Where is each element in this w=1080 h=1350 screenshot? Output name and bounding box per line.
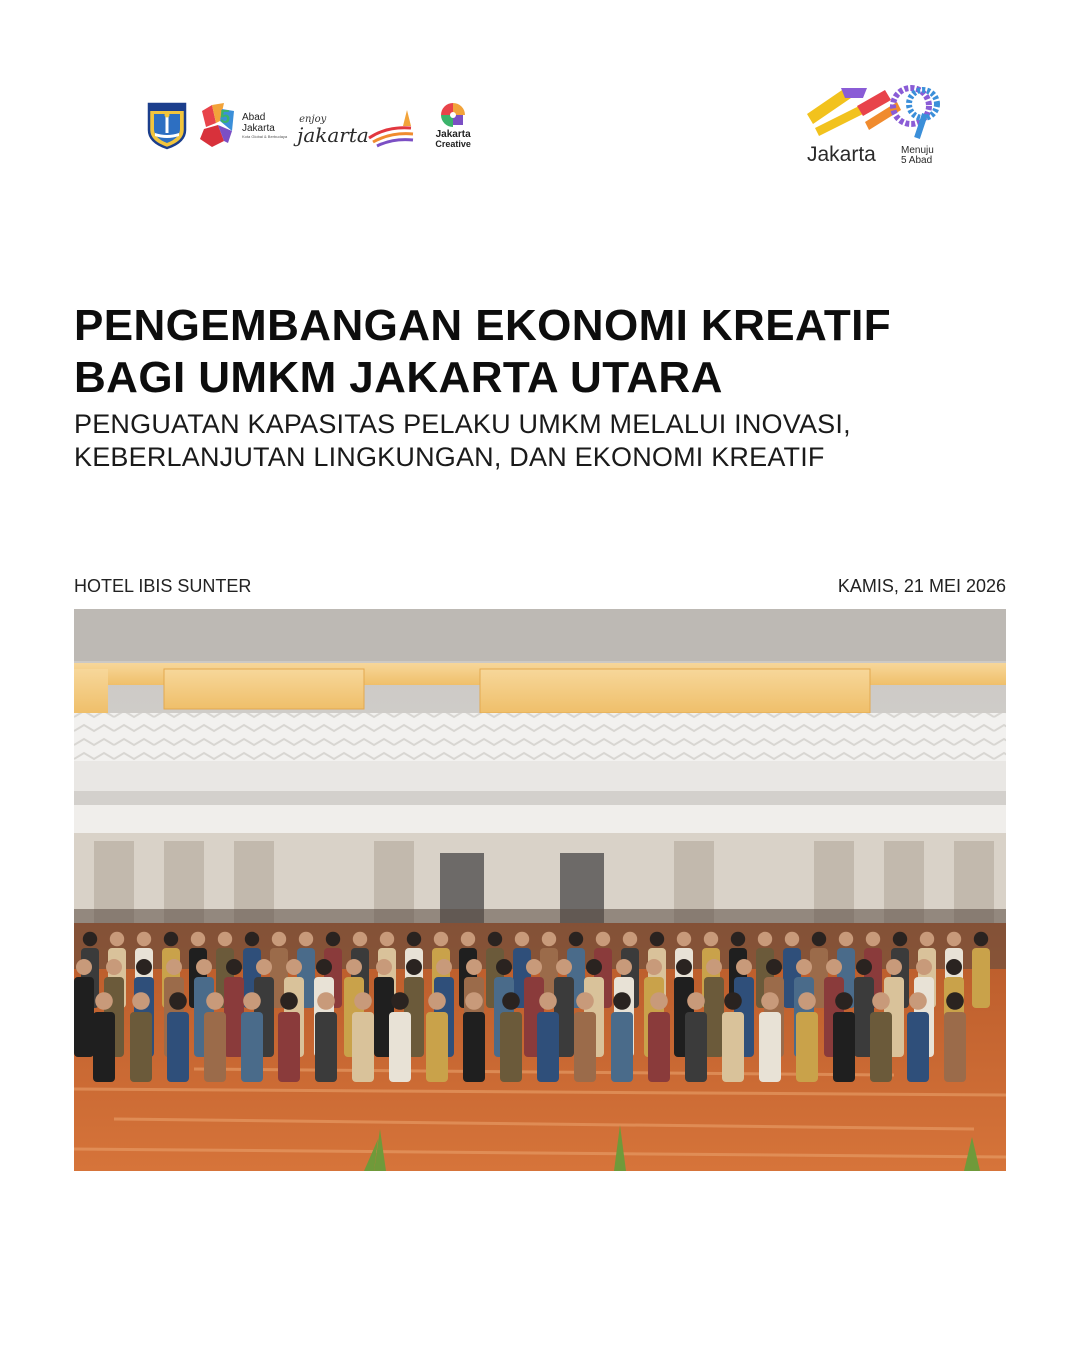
title-line-2: BAGI UMKM JAKARTA UTARA [74, 353, 723, 402]
crowd-person-head [946, 959, 962, 975]
crowd-person-head [616, 959, 632, 975]
crowd-person-body [167, 1012, 189, 1082]
crowd-person-head [650, 932, 664, 946]
jakarta-script-text: jakarta [297, 123, 369, 147]
crowd-person-body [426, 1012, 448, 1082]
page-title [74, 300, 1014, 404]
crowd-person-body [537, 1012, 559, 1082]
crowd-person-head [428, 992, 446, 1010]
crowd-person-body [130, 1012, 152, 1082]
crowd-person-body [574, 1012, 596, 1082]
crowd-person-body [352, 1012, 374, 1082]
anniversary-city: Jakarta [807, 143, 876, 166]
crowd-person-head [835, 992, 853, 1010]
title-line-1: PENGEMBANGAN EKONOMI KREATIF [74, 301, 892, 350]
enjoy-small-text: enjoy [299, 114, 327, 125]
crowd-person-head [761, 992, 779, 1010]
crowd-person-head [466, 959, 482, 975]
enjoy-swoosh-icon [367, 108, 417, 152]
crowd-person-head [886, 959, 902, 975]
crowd-person-body [204, 1012, 226, 1082]
crowd-person-head [380, 932, 394, 946]
crowd-person-head [909, 992, 927, 1010]
crowd-person-head [758, 932, 772, 946]
jakarta-creative-line2: Creative [435, 139, 471, 149]
crowd-person-head [539, 992, 557, 1010]
event-location: HOTEL IBIS SUNTER [74, 576, 252, 596]
crowd-person-body [870, 1012, 892, 1082]
crowd-person-head [596, 932, 610, 946]
crowd-person-head [646, 959, 662, 975]
crowd-person-head [526, 959, 542, 975]
crowd-person-head [83, 932, 97, 946]
crowd-person-head [326, 932, 340, 946]
abad-jakarta-label: Abad Jakarta [242, 111, 275, 134]
crowd-person-head [280, 992, 298, 1010]
jakarta-499-logo [805, 84, 945, 174]
crowd-person-head [243, 992, 261, 1010]
crowd-person-body [759, 1012, 781, 1082]
svg-text:5: 5 [220, 107, 231, 127]
group-photo-ballroom [74, 609, 1006, 1171]
crowd-person-head [866, 932, 880, 946]
crowd-person-head [164, 932, 178, 946]
crowd-person-head [488, 932, 502, 946]
crowd-person-head [796, 959, 812, 975]
crowd-person-head [677, 932, 691, 946]
abad-jakarta-5-icon [198, 101, 238, 149]
crowd-person-head [687, 992, 705, 1010]
crowd-person-body [648, 1012, 670, 1082]
crowd-person-head [650, 992, 668, 1010]
crowd-person-head [515, 932, 529, 946]
crowd-person-head [407, 932, 421, 946]
crowd-person-head [798, 992, 816, 1010]
crowd-person-head [974, 932, 988, 946]
crowd-person-head [872, 992, 890, 1010]
crowd-person-head [856, 959, 872, 975]
crowd-person-body [463, 1012, 485, 1082]
crowd-person-head [316, 959, 332, 975]
crowd-person-head [812, 932, 826, 946]
crowd-person-body [944, 1012, 966, 1082]
crowd-person-head [136, 959, 152, 975]
crowd-person-head [391, 992, 409, 1010]
crowd-person-head [166, 959, 182, 975]
crowd-person-head [245, 932, 259, 946]
crowd-person-head [406, 959, 422, 975]
crowd-person-body [611, 1012, 633, 1082]
crowd-person-head [676, 959, 692, 975]
crowd-person-head [736, 959, 752, 975]
crowd-person-head [95, 992, 113, 1010]
crowd-person-head [785, 932, 799, 946]
crowd-person-head [132, 992, 150, 1010]
crowd-person-head [436, 959, 452, 975]
crowd-person-head [920, 932, 934, 946]
crowd-person-head [946, 992, 964, 1010]
crowd-person-body [796, 1012, 818, 1082]
crowd-person-head [623, 932, 637, 946]
crowd-person-body [93, 1012, 115, 1082]
crowd-person-head [137, 932, 151, 946]
crowd-person-head [569, 932, 583, 946]
crowd-person-head [947, 932, 961, 946]
crowd-person-head [76, 959, 92, 975]
crowd-person-head [465, 992, 483, 1010]
crowd-person-head [272, 932, 286, 946]
crowd-person-head [706, 959, 722, 975]
crowd-person-body [241, 1012, 263, 1082]
crowd-person-head [916, 959, 932, 975]
crowd-person-body [278, 1012, 300, 1082]
crowd-person-head [434, 932, 448, 946]
crowd-person-head [226, 959, 242, 975]
crowd-person-head [256, 959, 272, 975]
crowd-person-head [613, 992, 631, 1010]
jakarta-creative-line1: Jakarta [435, 129, 471, 140]
crowd-person-head [354, 992, 372, 1010]
crowd-person-head [839, 932, 853, 946]
jakarta-crest-icon [146, 100, 188, 150]
anniversary-tagline: Menuju 5 Abad [901, 145, 934, 166]
crowd-person-head [346, 959, 362, 975]
crowd-person-head [542, 932, 556, 946]
crowd-person-body [315, 1012, 337, 1082]
crowd-person-head [556, 959, 572, 975]
crowd-person-head [286, 959, 302, 975]
subtitle-line-1: PENGUATAN KAPASITAS PELAKU UMKM MELALUI INOVASI, [74, 409, 851, 439]
crowd-person-head [724, 992, 742, 1010]
crowd-person-head [196, 959, 212, 975]
crowd-person-head [191, 932, 205, 946]
crowd-person-head [299, 932, 313, 946]
subtitle-line-2: KEBERLANJUTAN LINGKUNGAN, DAN EKONOMI KREATIF [74, 442, 825, 472]
crowd-person-head [218, 932, 232, 946]
abad-jakarta-tagline: Kota Global & Berbudaya [242, 133, 288, 139]
jakarta-creative-icon [437, 101, 469, 129]
partner-logos [146, 100, 479, 150]
crowd-person-head [461, 932, 475, 946]
crowd-person-body [389, 1012, 411, 1082]
crowd-person-body [74, 977, 94, 1057]
crowd-person-head [110, 932, 124, 946]
crowd-person-head [893, 932, 907, 946]
crowd-person-head [106, 959, 122, 975]
crowd-person-head [496, 959, 512, 975]
crowd-person-head [317, 992, 335, 1010]
crowd-person-head [704, 932, 718, 946]
crowd-person-body [722, 1012, 744, 1082]
crowd-person-head [766, 959, 782, 975]
crowd-person-body [685, 1012, 707, 1082]
jakarta-creative-logo [427, 101, 479, 149]
crowd-person-head [586, 959, 602, 975]
crowd-person-body [972, 948, 990, 1008]
crowd-person-body [500, 1012, 522, 1082]
crowd-person-head [169, 992, 187, 1010]
crowd-person-body [833, 1012, 855, 1082]
crowd-person-body [907, 1012, 929, 1082]
jakarta-499-icon [805, 84, 945, 144]
crowd-person-head [502, 992, 520, 1010]
crowd-person-head [576, 992, 594, 1010]
page-subtitle [74, 408, 1014, 474]
crowd-person-head [206, 992, 224, 1010]
crowd-person-head [353, 932, 367, 946]
group-photo [74, 609, 1006, 1171]
crowd-person-head [731, 932, 745, 946]
crowd-person-head [376, 959, 392, 975]
event-date: KAMIS, 21 MEI 2026 [837, 576, 1006, 596]
enjoy-jakarta-logo [297, 100, 417, 150]
crowd-person-head [826, 959, 842, 975]
abad-jakarta-logo [198, 101, 287, 149]
